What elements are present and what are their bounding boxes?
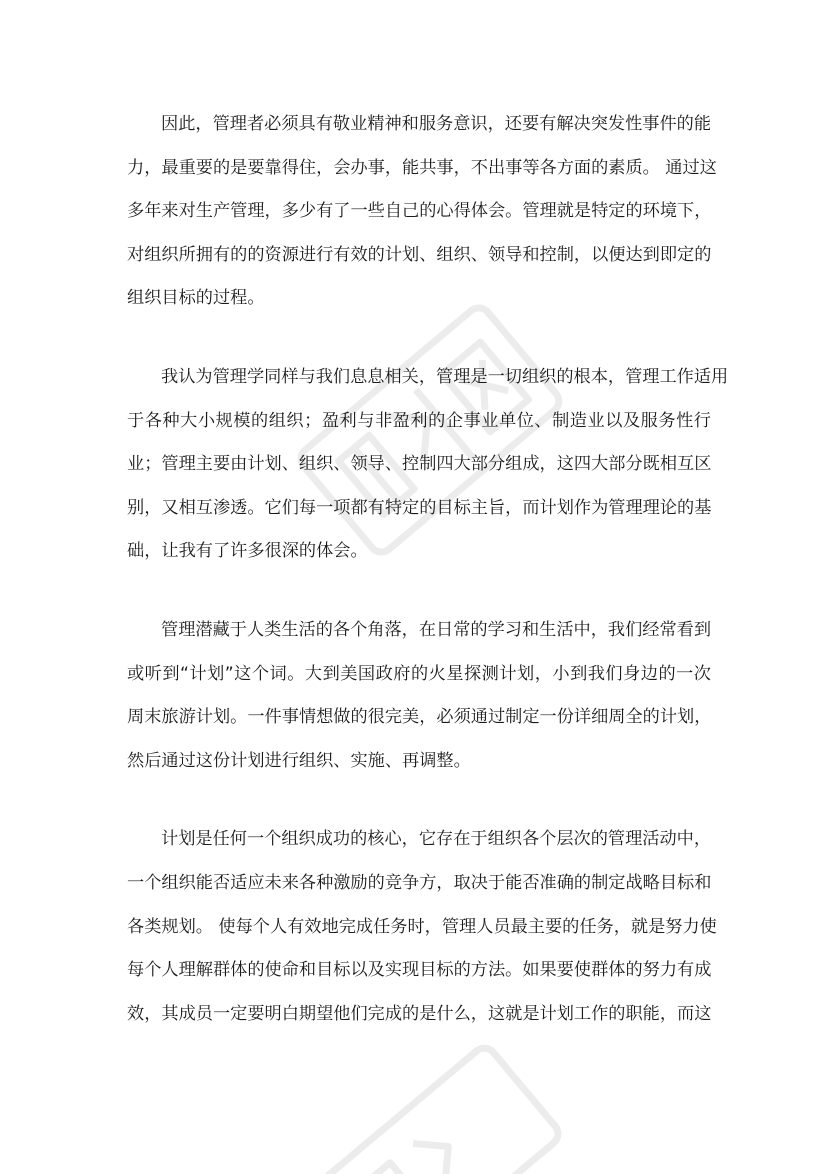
text-line: 周末旅游计划。一件事情想做的很完美，必须通过制定一份详细周全的计划， [127, 707, 712, 728]
document-body [127, 103, 729, 1036]
text-line: 我认为管理学同样与我们息息相关，管理是一切组织的根本，管理工作适用 [161, 366, 729, 387]
text-line: 计划是任何一个组织成功的核心，它存在于组织各个层次的管理活动中， [161, 829, 712, 850]
text-line: 多年来对生产管理，多少有了一些自己的心得体会。管理就是特定的环境下， [127, 201, 712, 222]
paragraph-2 [127, 356, 729, 574]
text-line: 管理潜藏于人类生活的各个角落，在日常的学习和生活中，我们经常看到 [161, 619, 712, 640]
text-line: 因此，管理者必须具有敬业精神和服务意识，还要有解决突发性事件的能 [161, 114, 712, 134]
paragraph-4 [127, 818, 717, 1036]
text-line: 础，让我有了许多很深的体会。 [127, 541, 368, 562]
watermark-stamp-lower [300, 1040, 580, 1174]
text-line: 每个人理解群体的使命和目标以及实现目标的方法。如果要使群体的努力有成 [127, 960, 712, 981]
text-line: 一个组织能否适应未来各种激励的竞争方，取决于能否准确的制定战略目标和 [127, 872, 712, 893]
text-line: 效，其成员一定要明白期望他们完成的是什么，这就是计划工作的职能，而这 [127, 1003, 712, 1024]
text-line: 各类规划。 使每个人有效地完成任务时，管理人员最主要的任务，就是努力使 [127, 916, 717, 937]
paragraph-3 [127, 609, 711, 783]
text-line: 对组织所拥有的的资源进行有效的计划、组织、领导和控制，以便达到即定的 [127, 244, 712, 265]
text-line: 力，最重要的是要靠得住，会办事，能共事，不出事等各方面的素质。 通过这 [127, 157, 717, 178]
text-line: 业；管理主要由计划、组织、领导、控制四大部分组成，这四大部分既相互区 [127, 454, 712, 475]
text-line: 别，又相互渗透。它们每一项都有特定的目标主旨，而计划作为管理理论的基 [127, 497, 712, 518]
text-line: 或听到“计划”这个词。大到美国政府的火星探测计划，小到我们身边的一次 [127, 663, 711, 684]
text-line: 于各种大小规模的组织；盈利与非盈利的企事业单位、制造业以及服务性行 [127, 410, 711, 431]
paragraph-1 [127, 103, 717, 321]
text-line: 组织目标的过程。 [127, 288, 265, 309]
text-line: 然后通过这份计划进行组织、实施、再调整。 [127, 750, 471, 771]
